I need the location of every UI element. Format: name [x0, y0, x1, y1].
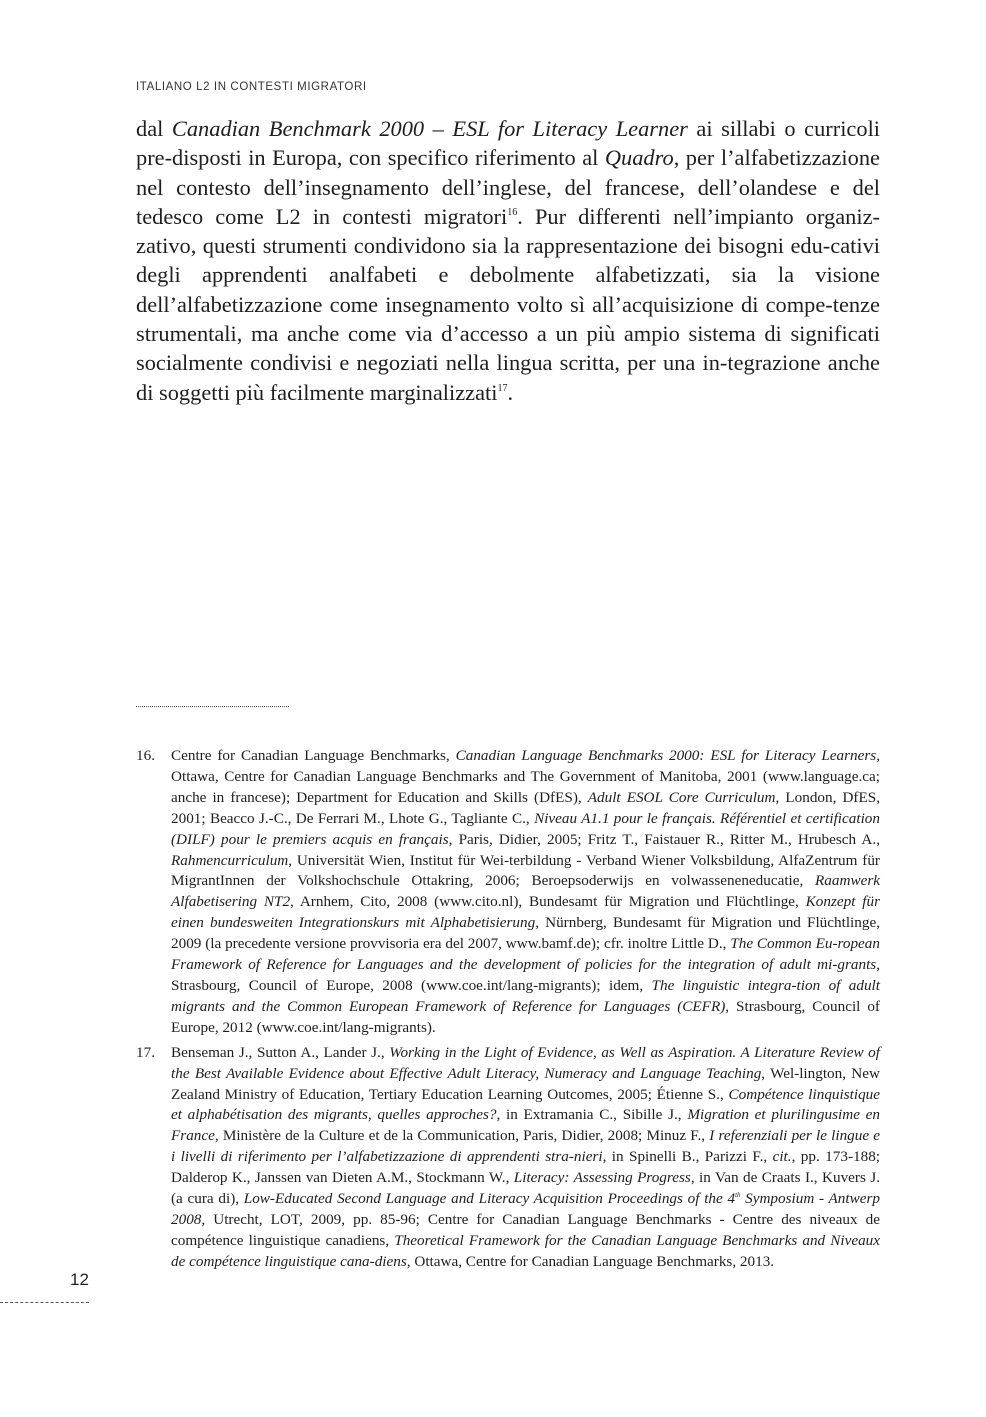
body-text-1: dal — [136, 116, 172, 141]
footnote-separator — [136, 706, 289, 707]
fn-text-part: , Arnhem, Cito, 2008 (www.cito.nl), Bundesamt für Migration und Flüchtlinge, — [290, 893, 806, 911]
fn-title: Migration et plurilingusime en France — [171, 1106, 880, 1145]
fn-title: cit. — [772, 1148, 792, 1166]
footnote-number: 16. — [136, 747, 155, 764]
body-text-4: . Pur differenti nell’impianto organiz-zativo, questi strumenti condividono sia la rappresentazione dei bisogni edu-cativi degli apprendenti analfabeti e debolmente alfabetizzati, sia la visione dell’alfabetizzazione come insegnamento volto sì all’acquisizione di compe-tenze strumentali, ma anche come via d’accesso a un più ampio sistema di significati socialmente condivisi e negoziati nella lingua scritta, per una in-tegrazione anche di soggetti più facilmente marginalizzati — [136, 203, 880, 405]
page-number-rule — [0, 1302, 89, 1303]
body-paragraph — [136, 114, 880, 407]
footnote-16 — [136, 746, 880, 1039]
fn-text-part: , Universität Wien, Institut für Wei-terbildung - Verband Wiener Volksbildung, AlfaZentrum für MigrantInnen der Volkshochschule Ottakring, 2006; Beroepsoderwijs en volwasseneneducatie, — [171, 851, 880, 890]
fn-title: Literacy: Assessing Progress — [513, 1169, 691, 1187]
fn-text-part: , Strasbourg, Council of Europe, 2008 (www.coe.int/lang-migrants); idem, — [171, 956, 880, 994]
footnote-text — [171, 746, 880, 1039]
body-title-quadro: Quadro — [604, 145, 674, 171]
fn-title: Adult ESOL Core Curriculum — [587, 788, 776, 806]
fn-text-part: , pp. 173-188; Dalderop K., Janssen van Dieten A.M., Stockmann W., — [171, 1148, 881, 1187]
fn-title: Raamwerk Alfabetisering NT2 — [171, 872, 880, 911]
fn-text-part: , Nürnberg, Bundesamt für Migration und Flüchtlinge, 2009 (la precedente versione provvisoria era del 2007, www.bamf.de); cfr. inoltre Little D., — [171, 914, 880, 953]
fn-title: I referenziali per le lingue e i livelli di riferimento per l’alfabetizzazione di apprendenti stra-nieri — [171, 1127, 880, 1166]
body-text-2: ai sillabi o curricoli pre-disposti in Europa, con specifico riferimento al — [136, 116, 881, 171]
fn-text-part: , Ministère de la Culture et de la Communication, Paris, Didier, 2008; Minuz F., — [214, 1127, 710, 1145]
page-number: 12 — [70, 1270, 89, 1289]
footnote-number: 17. — [136, 1043, 155, 1061]
fn-text-part: , Paris, Didier, 2005; Fritz T., Faistauer R., Ritter M., Hrubesch A., — [448, 830, 880, 848]
footnote-text — [171, 1043, 880, 1273]
fn-title-part: Symposium - Antwerp 2008 — [171, 1190, 880, 1228]
fn-text-part: , Strasbourg, Council of Europe, 2012 (www.coe.int/lang-migrants). — [171, 997, 880, 1036]
fn-title: Theoretical Framework for the Canadian Language Benchmarks and Niveaux de compétence linguistique cana-diens — [171, 1231, 880, 1270]
fn-title: The Common Eu-ropean Framework of Reference for Languages and the development of policies for the integration of adult mi-grants — [171, 935, 880, 974]
fn-text-part: , in Extramania C., Sibille J., — [496, 1106, 688, 1124]
fn-title: The linguistic integra-tion of adult migrants and the Common European Framework of Reference for Languages (CEFR) — [171, 976, 880, 1015]
fn-text-part: , in Van de Craats I., Kuvers J. (a cura di), — [171, 1169, 880, 1208]
footnote-17 — [136, 1043, 880, 1273]
fn-title: Niveau A1.1 pour le français. Référentiel et certification (DILF) pour le premiers acquis en français — [171, 809, 880, 848]
fn-text-part: , Wel-lington, New Zealand Ministry of Education, Tertiary Education Learning Outcomes, 2005; Étienne S., — [171, 1064, 880, 1103]
running-head: ITALIANO L2 IN CONTESTI MIGRATORI — [136, 81, 367, 93]
fn-title: Working in the Light of Evidence, as Well as Aspiration. A Literature Review of the Best Available Evidence about Effective Adult Literacy, Numeracy and Language Teaching — [171, 1043, 880, 1082]
body-text-5: . — [507, 379, 514, 405]
fn-title: Konzept für einen bundesweiten Integrationskurs mit Alphabetisierung — [171, 893, 880, 932]
footnote-ref-17[interactable]: 17 — [497, 382, 508, 394]
fn-text-part: , Ottawa, Centre for Canadian Language Benchmarks, 2013. — [406, 1252, 775, 1270]
body-title-canadian-benchmark: Canadian Benchmark 2000 – ESL for Literacy Learner — [171, 116, 688, 141]
fn-title: Compétence linquistique et alphabétisation des migrants, quelles approches? — [171, 1085, 880, 1124]
fn-title: Canadian Language Benchmarks 2000: ESL for Literacy Learners — [455, 747, 877, 764]
fn-text-part: Centre for Canadian Language Benchmarks, — [171, 747, 456, 764]
fn-text-part: , London, DfES, 2001; Beacco J.-C., De Ferrari M., Lhote G., Tagliante C., — [171, 788, 880, 827]
fn-text-part: Benseman J., Sutton A., Lander J., — [171, 1043, 390, 1061]
footnotes — [136, 746, 880, 1277]
footnote-ref-16[interactable]: 16 — [507, 206, 518, 218]
body-text-3: , per l’alfabetizzazione nel contesto dell’insegnamento dell’inglese, del francese, dell’olandese e del tedesco come L2 in contesti migratori — [136, 145, 880, 229]
fn-text-part: , in Spinelli B., Parizzi F., — [602, 1148, 773, 1166]
fn-title: Rahmencurriculum — [171, 851, 289, 869]
fn-text-part: , Ottawa, Centre for Canadian Language Benchmarks and The Government of Manitoba, 2001 (www.language.ca; anche in francese); Department for Education and Skills (DfES), — [171, 747, 881, 806]
ordinal-superscript: th — [735, 1191, 741, 1199]
fn-text-part: , Utrecht, LOT, 2009, pp. 85-96; Centre for Canadian Language Benchmarks - Centre des niveaux de compétence linguistique canadiens, — [171, 1210, 880, 1249]
fn-title-part: Low-Educated Second Language and Literacy Acquisition Proceedings of the 4 — [243, 1190, 736, 1208]
